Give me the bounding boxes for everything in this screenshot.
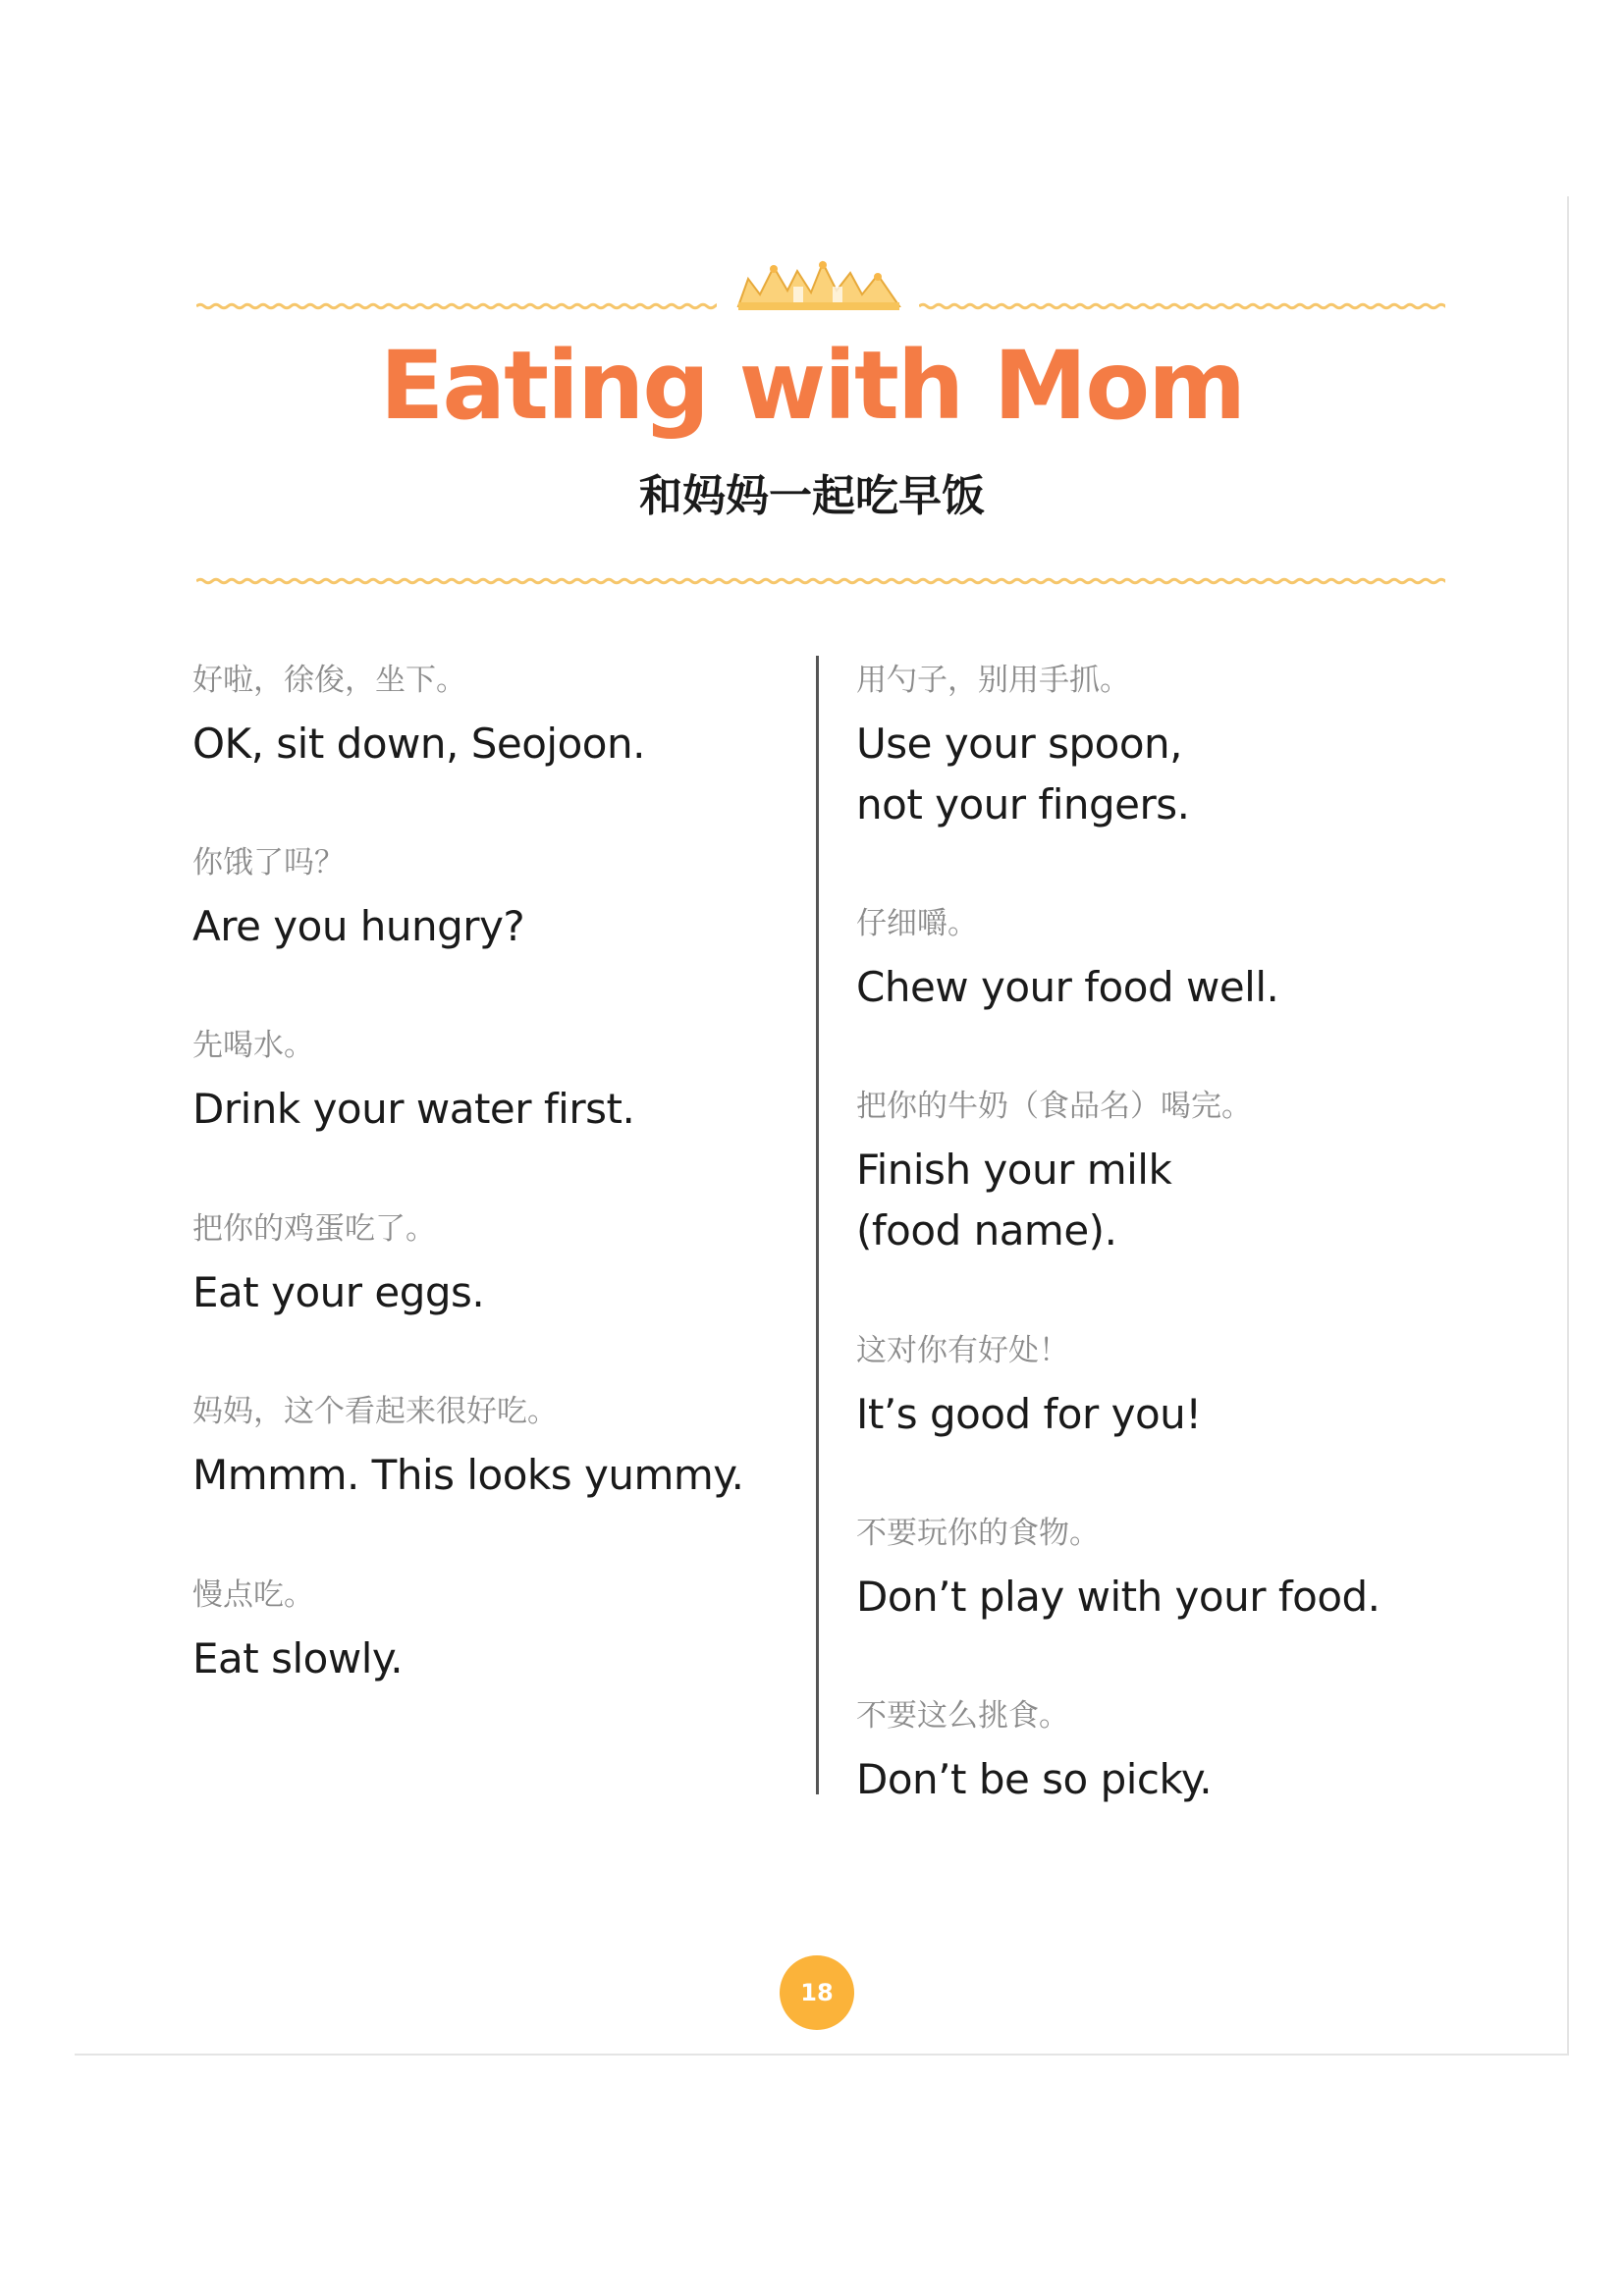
chinese-phrase: 仔细嚼。 [856, 906, 978, 941]
english-phrase: Use your spoon, not your fingers. [856, 720, 1190, 828]
phrase-entry [856, 1333, 1485, 1445]
chinese-phrase: 用勺子，别用手抓。 [856, 663, 1130, 698]
english-phrase: OK, sit down, Seojoon. [192, 720, 645, 768]
chinese-phrase: 慢点吃。 [192, 1577, 314, 1613]
english-phrase: Eat slowly. [192, 1634, 404, 1682]
phrase-entry [192, 845, 821, 957]
phrase-entry [192, 663, 821, 774]
english-phrase: Don’t be so picky. [856, 1755, 1213, 1803]
english-phrase: Finish your milk (food name). [856, 1146, 1172, 1255]
english-phrase: Don’t play with your food. [856, 1573, 1380, 1621]
phrase-entry [192, 1394, 821, 1506]
english-phrase: Chew your food well. [856, 963, 1279, 1011]
phrase-entry [856, 1516, 1485, 1628]
phrase-entry [192, 1028, 821, 1140]
english-phrase: It’s good for you! [856, 1390, 1202, 1438]
page-title: Eating with Mom [379, 331, 1245, 441]
phrase-entry [192, 1211, 821, 1323]
phrase-entry [856, 1698, 1485, 1810]
chinese-phrase: 先喝水。 [192, 1028, 314, 1063]
page-subtitle: 和妈妈一起吃早饭 [639, 471, 985, 521]
chinese-phrase: 你饿了吗？ [192, 845, 345, 881]
chinese-phrase: 把你的牛奶（食品名）喝完。 [856, 1089, 1252, 1124]
english-phrase: Are you hungry? [192, 902, 525, 950]
english-phrase: Eat your eggs. [192, 1268, 485, 1316]
chinese-phrase: 不要玩你的食物。 [856, 1516, 1100, 1551]
chinese-phrase: 把你的鸡蛋吃了。 [192, 1211, 436, 1247]
top-wave-left [196, 299, 717, 313]
page-number-badge: 18 [780, 1955, 854, 2030]
crown-icon [734, 257, 903, 314]
english-phrase: Mmmm. This looks yummy. [192, 1451, 744, 1499]
phrase-entry [856, 663, 1485, 835]
bottom-wave [196, 574, 1445, 588]
english-phrase: Drink your water first. [192, 1085, 635, 1133]
phrase-entry [856, 906, 1485, 1018]
phrase-entry [856, 1089, 1485, 1261]
top-wave-right [919, 299, 1445, 313]
chinese-phrase: 这对你有好处！ [856, 1333, 1069, 1368]
phrase-entry [192, 1577, 821, 1689]
chinese-phrase: 妈妈，这个看起来很好吃。 [192, 1394, 558, 1429]
chinese-phrase: 好啦，徐俊，坐下。 [192, 663, 466, 698]
chinese-phrase: 不要这么挑食。 [856, 1698, 1069, 1734]
